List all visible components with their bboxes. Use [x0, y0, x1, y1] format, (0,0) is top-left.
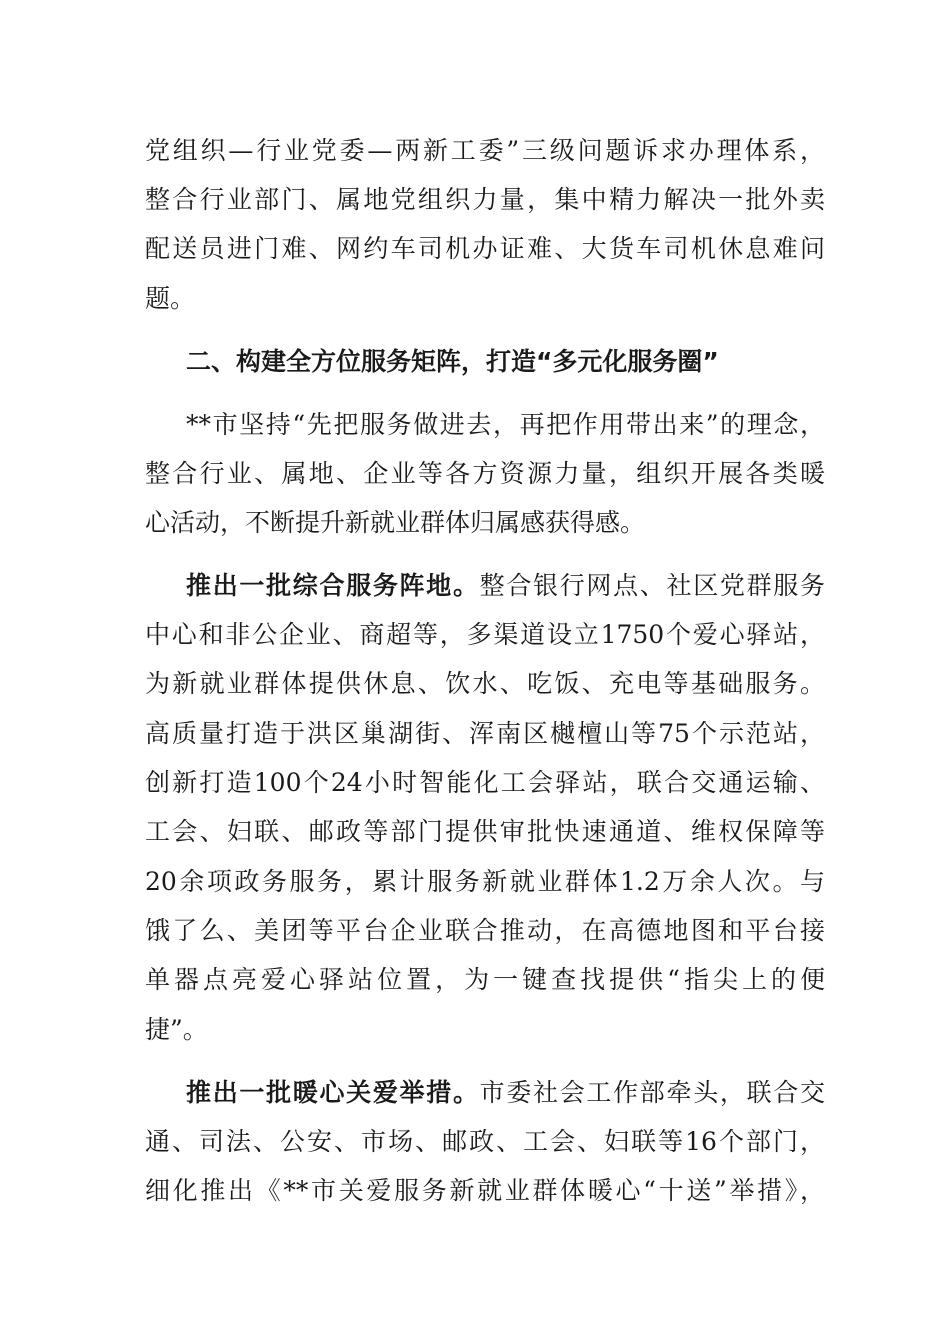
paragraph-3-first-line-rest: 整合银行网点、社区党群服务 — [479, 571, 825, 600]
paragraph-3-line-10: 捷”。 — [145, 1015, 208, 1044]
paragraph-2-line-3: 心活动，不断提升新就业群体归属感获得感。 — [145, 508, 646, 537]
paragraph-4-lead: 推出一批暖心关爱举措。 — [186, 1078, 480, 1107]
paragraph-3-line-7: 20余项政务服务，累计服务新就业群体1.2万余人次。与 — [145, 867, 825, 896]
paragraph-3-line-3: 为新就业群体提供休息、饮水、吃饭、充电等基础服务。 — [145, 669, 825, 698]
paragraph-1-line-3: 配送员进门难、网约车司机办证难、大货车司机休息难问 — [145, 234, 825, 263]
paragraph-4-first-line-rest: 市委社会工作部牵头，联合交 — [479, 1078, 825, 1107]
paragraph-3-line-2: 中心和非公企业、商超等，多渠道设立1750个爱心驿站， — [145, 620, 825, 649]
paragraph-3-lead: 推出一批综合服务阵地。 — [186, 571, 480, 600]
paragraph-2-line-1: **市坚持“先把服务做进去，再把作用带出来”的理念， — [186, 410, 825, 439]
paragraph-3-line-6: 工会、妇联、邮政等部门提供审批快速通道、维权保障等 — [145, 817, 825, 846]
paragraph-3-line-8: 饿了么、美团等平台企业联合推动，在高德地图和平台接 — [145, 916, 825, 945]
paragraph-3-line-1 — [186, 568, 825, 604]
paragraph-1-line-4: 题。 — [145, 284, 196, 313]
paragraph-4-line-3: 细化推出《**市关爱服务新就业群体暖心“十送”举措》， — [145, 1176, 825, 1205]
paragraph-3-line-9: 单器点亮爱心驿站位置，为一键查找提供“指尖上的便 — [145, 965, 825, 994]
section-heading: 二、构建全方位服务矩阵，打造“多元化服务圈” — [186, 347, 719, 376]
paragraph-4-line-1 — [186, 1075, 825, 1111]
paragraph-3-line-5: 创新打造100个24小时智能化工会驿站，联合交通运输、 — [145, 768, 825, 797]
paragraph-4-line-2: 通、司法、公安、市场、邮政、工会、妇联等16个部门， — [145, 1127, 825, 1156]
paragraph-1-line-2: 整合行业部门、属地党组织力量，集中精力解决一批外卖 — [145, 185, 825, 214]
paragraph-3-line-4: 高质量打造于洪区巢湖街、浑南区樾檀山等75个示范站， — [145, 719, 825, 748]
paragraph-1-line-1: 党组织—行业党委—两新工委”三级问题诉求办理体系， — [145, 136, 825, 165]
paragraph-2-line-2: 整合行业、属地、企业等各方资源力量，组织开展各类暖 — [145, 459, 825, 488]
